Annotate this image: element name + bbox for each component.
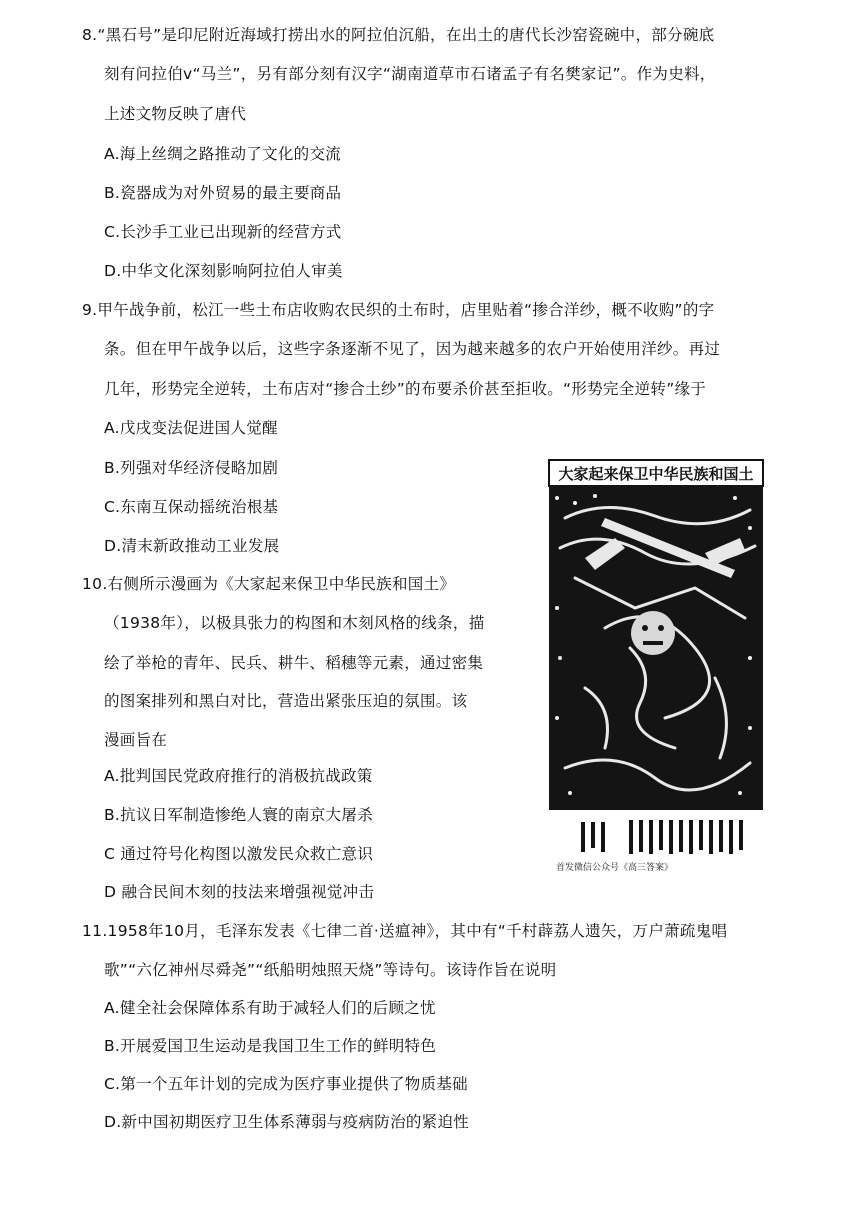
image-caption: 首发微信公众号《高三答案》 [556,863,674,873]
q11-option-b: B.开展爱国卫生运动是我国卫生工作的鲜明特色 [104,1037,437,1055]
q10-stem-line-4: 的图案排列和黑白对比，营造出紧张压迫的氛围。该 [104,692,468,710]
q9-stem-line-1: 9.甲午战争前，松江一些土布店收购农民织的土布时，店里贴着“掺合洋纱，概不收购”的字 [82,301,715,319]
q9-stem-line-3: 几年，形势完全逆转，土布店对“掺合土纱”的布要杀价甚至拒收。“形势完全逆转”缘于 [104,380,707,398]
q11-stem-line-2: 歌”“六亿神州尽舜尧”“纸船明烛照天烧”等诗句。该诗作旨在说明 [104,961,557,979]
woodcut-cartoon-image [545,458,767,858]
q11-option-c: C.第一个五年计划的完成为医疗事业提供了物质基础 [104,1075,468,1093]
q8-option-a: A.海上丝绸之路推动了文化的交流 [104,145,342,163]
q10-option-a: A.批判国民党政府推行的消极抗战政策 [104,767,373,785]
woodcut-banner-text: 大家起来保卫中华民族和国土 [558,465,754,483]
q11-option-d: D.新中国初期医疗卫生体系薄弱与疫病防治的紧迫性 [104,1113,470,1131]
q9-option-c: C.东南互保动摇统治根基 [104,498,279,516]
q8-option-b: B.瓷器成为对外贸易的最主要商品 [104,184,342,202]
q8-stem-line-1: 8.“黑石号”是印尼附近海域打捞出水的阿拉伯沉船，在出土的唐代长沙窑瓷碗中，部分碗底 [82,26,715,44]
q8-stem-line-2: 刻有问拉伯v“马兰”，另有部分刻有汉字“湖南道草市石诸孟子有名樊家记”。作为史料， [104,65,716,83]
q11-stem-line-1: 11.1958年10月，毛泽东发表《七律二首·送瘟神》，其中有“千村薜荔人遗矢，万户萧疏鬼唱 [82,922,728,940]
q8-option-d: D.中华文化深刻影响阿拉伯人审美 [104,262,343,280]
q10-option-d: D 融合民间木刻的技法来增强视觉冲击 [104,883,375,901]
q10-stem-line-5: 漫画旨在 [104,731,168,749]
q10-stem-line-1: 10.右侧所示漫画为《大家起来保卫中华民族和国土》 [82,575,456,593]
q9-option-d: D.清末新政推动工业发展 [104,537,280,555]
q10-option-c: C 通过符号化构图以激发民众救亡意识 [104,845,374,863]
q11-option-a: A.健全社会保障体系有助于减轻人们的后顾之忧 [104,999,436,1017]
q8-stem-line-3: 上述文物反映了唐代 [104,105,247,123]
q10-stem-line-3: 绘了举枪的青年、民兵、耕牛、稻穗等元素，通过密集 [104,654,484,672]
q10-stem-line-2: （1938年），以极具张力的构图和木刻风格的线条，描 [104,614,485,632]
q10-option-b: B.抗议日军制造惨绝人寰的南京大屠杀 [104,806,373,824]
q9-option-a: A.戊戌变法促进国人觉醒 [104,419,278,437]
q9-option-b: B.列强对华经济侵略加剧 [104,459,279,477]
q9-stem-line-2: 条。但在甲午战争以后，这些字条逐渐不见了，因为越来越多的农户开始使用洋纱。再过 [104,340,721,358]
q8-option-c: C.长沙手工业已出现新的经营方式 [104,223,342,241]
